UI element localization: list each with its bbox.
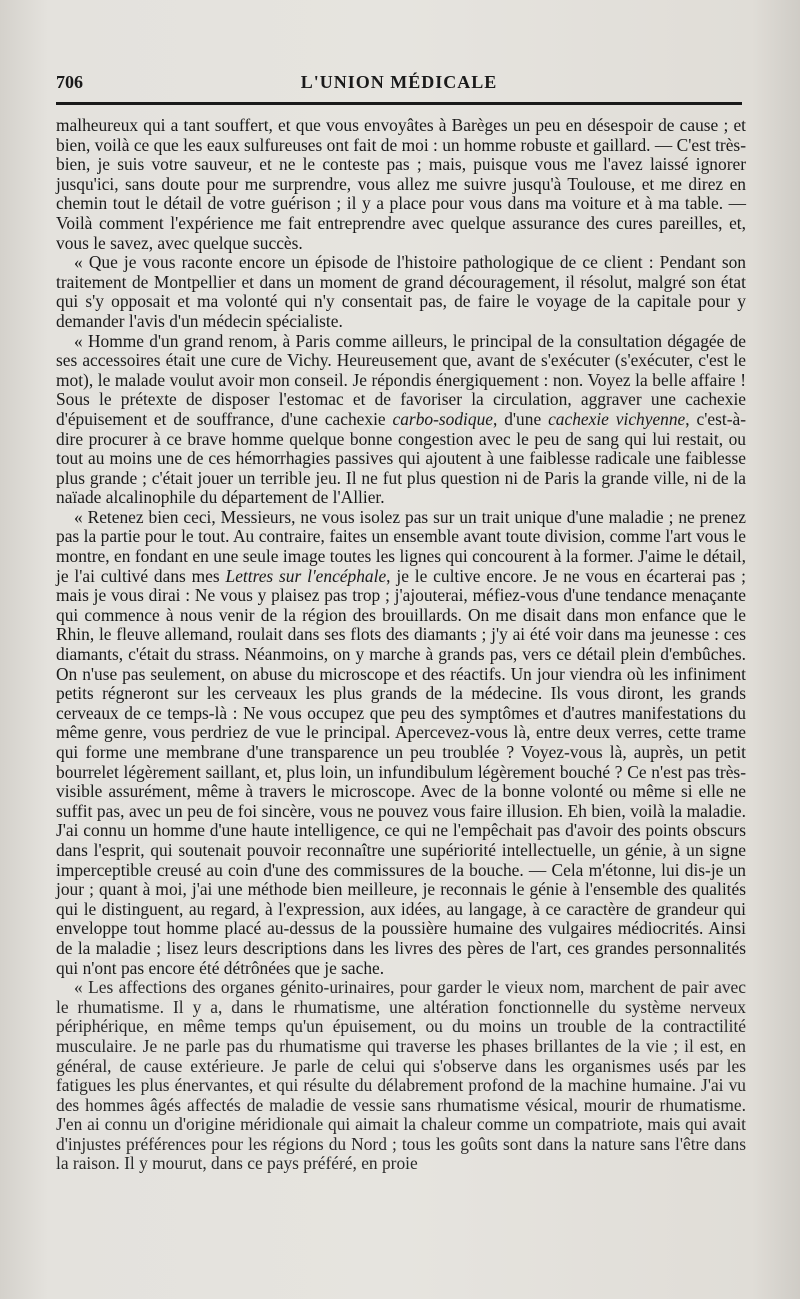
paragraph-text: « Retenez bien ceci, Messieurs, ne vous isolez pas sur un trait unique d'une maladie ; ne prenez pas la partie pour le tout. Au contraire, faites un ensemble avant toute division, comme l'art vous le montre, en fondant en une seule image toutes les lignes qui concourent à la former. J'aime le détail, je l'ai cultivé dans mes: [56, 506, 746, 586]
paragraph-text: « Que je vous raconte encore un épisode de l'histoire pathologique de ce client : Pendant son traitement de Montpellier et dans un moment de grand découragement, il résolut, malgré son état qui s'y opposait et ma volonté qui n'y consentait pas, de faire le voyage de la capitale pour y demander l'avis d'un médecin spécialiste.: [56, 252, 746, 331]
italic-title: cachexie vichyenne: [548, 408, 686, 429]
header-rule: [56, 102, 742, 105]
paragraph: [56, 253, 746, 331]
paragraph-text: , d'une: [492, 408, 549, 429]
paragraph-text: , je le cultive encore. Je ne vous en écarterai pas ; mais je vous dirai : Ne vous y plaisez pas trop ; j'ajouterai, méfiez-vous d'une tendance menaçante qui commence à nous venir de la région des brouillards. On me disait dans mon enfance que le Rhin, le fleuve allemand, roulait dans ses flots des diamants ; j'y ai été voir dans ma jeunesse : ces diamants, c'était du strass. Néanmoins, on y marche à grands pas, vers ce détail plein d'embûches. On n'use pas seulement, on abuse du microscope et des réactifs. Un jour viendra où les infiniment petits régneront sur les cerveaux les plus grands de la médecine. Ils vous diront, les grands cerveaux de ce temps-là : Ne vous occupez que peu des symptômes et d'autres manifestations du même genre, vous perdriez de vue le principal. Apercevez-vous là, entre deux verres, cette trame qui forme une membrane d'une transparence un peu troublée ? Voyez-vous là, auprès, un petit bourrelet légèrement saillant, et, plus loin, un infundibulum légèrement bouché ? Ce n'est pas très-visible assurément, même à travers le microscope. Avec de la bonne volonté ou même si elle ne suffit pas, avec un peu de foi sincère, vous ne pouvez vous faire illusion. Eh bien, voilà la maladie. J'ai connu un homme d'une haute intelligence, ce qui ne l'empêchait pas d'avoir des points obscurs dans l'esprit, qui soutenait pouvoir reconnaître une supériorité intellectuelle, un génie, à un signe imperceptible creusé au coin d'une des commissures de la bouche. — Cela m'étonne, lui dis-je un jour ; quant à moi, j'ai une méthode bien meilleure, je reconnais le génie à l'ensemble des qualités qui le distinguent, au regard, à l'expression, aux idées, au langage, à ce caractère de grandeur qui enveloppe tout homme placé au-dessus de la poussière humaine des vulgaires médiocrités. Ainsi de la maladie ; lisez leurs descriptions dans les livres des pères de l'art, ces grandes personnalités qui n'ont pas encore été détrônées que je sache.: [56, 565, 746, 978]
paragraph: [56, 332, 746, 508]
paragraph: [56, 978, 746, 1174]
article-body: [56, 116, 746, 1174]
paragraph: [56, 116, 746, 253]
italic-title: carbo-sodique: [392, 408, 493, 429]
page-header: [54, 72, 744, 96]
page-number: 706: [56, 72, 83, 92]
paragraph-text: « Homme d'un grand renom, à Paris comme ailleurs, le principal de la consultation dégagée de ses accessoires était une cure de Vichy. Heureusement que, avant de s'exécuter (s'exécuter, c'est le mot), le malade voulut avoir mon conseil. Je répondis énergiquement : non. Voyez la belle affaire ! Sous le prétexte de disposer l'estomac et de favoriser la circulation, aggraver une cachexie d'épuisement et de souffrance, d'une cachexie: [56, 330, 746, 429]
paragraph-text: , c'est-à-dire procurer à ce brave homme quelque bonne congestion avec le peu de sang qui lui restait, ou tout au moins une de ces hémorrhagies passives qui ajoutent à une faiblesse radicale une faiblesse plus grande ; c'était jouer un terrible jeu. Il ne fut plus question ni de Paris la grande ville, ni de la naïade alcalinophile du département de l'Allier.: [56, 408, 746, 508]
paragraph-text: « Les affections des organes génito-urinaires, pour garder le vieux nom, marchent de pair avec le rhumatisme. Il y a, dans le rhumatisme, une altération fonctionnelle du système nerveux périphérique, en même temps qu'un épuisement, ou du moins un trouble de la contractilité musculaire. Je ne parle pas du rhumatisme qui traverse les phases brillantes de la vie ; il est, en général, de cause extérieure. Je parle de celui qui s'observe dans les organismes usés par les fatigues les plus énervantes, et qui résulte du délabrement profond de la machine humaine. J'ai vu des hommes âgés affectés de maladie de vessie sans rhumatisme vésical, mourir de rhumatisme. J'en ai connu un d'origine méridionale qui aimait la chaleur comme un compatriote, mais qui avait d'injustes préférences pour les régions du Nord ; tous les goûts sont dans la nature sans l'être dans la raison. Il y mourut, dans ce pays préféré, en proie: [56, 977, 746, 1174]
paragraph-text: malheureux qui a tant souffert, et que vous envoyâtes à Barèges un peu en désespoir de cause ; et bien, voilà ce que les eaux sulfureuses ont fait de moi : un homme robuste et gaillard. — C'est très-bien, je suis votre sauveur, et ne le conteste pas ; mais, puisque vous me l'avez laissé ignorer jusqu'ici, sans doute pour me surprendre, vous allez me suivre jusqu'à Toulouse, et me direz en chemin tout le détail de votre guérison ; il y a place pour vous dans ma voiture et à ma table. — Voilà comment l'expérience me fait entreprendre avec quelque assurance des cures pareilles, et, vous le savez, avec quelque succès.: [56, 115, 746, 253]
running-title: L'UNION MÉDICALE: [300, 72, 498, 92]
paragraph: [56, 508, 746, 978]
italic-title: Lettres sur l'encéphale: [225, 565, 387, 586]
